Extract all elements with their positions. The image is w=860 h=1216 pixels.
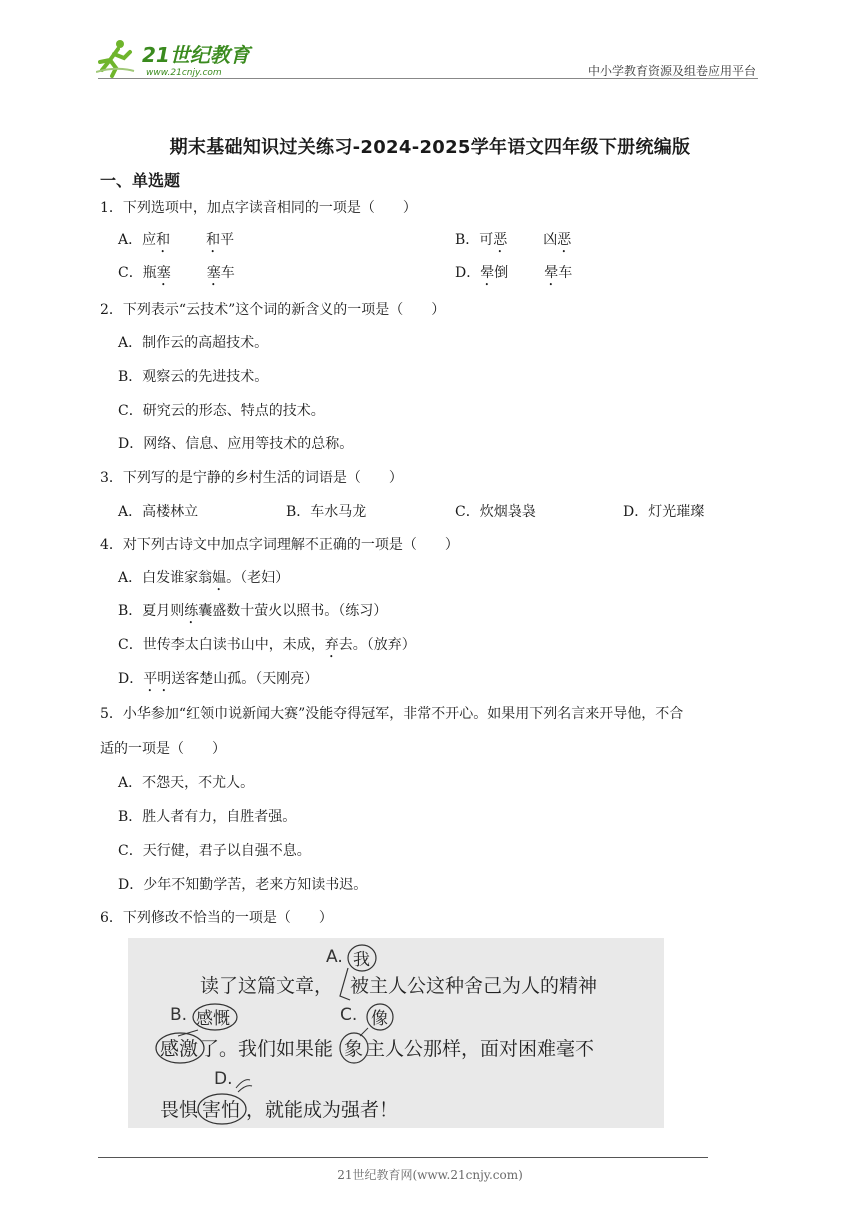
- question-2-stem: 2．下列表示“云技术”这个词的新含义的一项是（ ）: [100, 302, 446, 318]
- dotted-char: 和: [206, 232, 221, 248]
- word-part: 车: [220, 265, 235, 281]
- footer-divider: [98, 1157, 708, 1158]
- question-3-stem: 3．下列写的是宁静的乡村生活的词语是（ ）: [100, 470, 403, 486]
- text-line-3-pre: 畏惧: [160, 1099, 199, 1121]
- text-line-1-pre: 读了这篇文章，: [200, 975, 334, 997]
- text-line-1-post: 被主人公这种舍己为人的精神: [350, 975, 598, 997]
- word-part: 倒: [494, 265, 509, 281]
- text-line-2-circled-2: 象: [344, 1038, 364, 1060]
- option-label: A．: [118, 232, 143, 248]
- text-line-2-mid: 了。我们如果能: [200, 1038, 334, 1060]
- text-line-3-post: ，就能成为强者！: [246, 1099, 399, 1121]
- logo: [96, 38, 266, 78]
- q4-option-c[interactable]: [118, 634, 416, 661]
- dotted-char: 恶: [493, 232, 508, 248]
- header-divider: [98, 78, 758, 79]
- question-5-stem-line1: 5．小华参加“红领巾说新闻大赛”没能夺得冠军，非常不开心。如果用下列名言来开导他，不合: [100, 706, 684, 722]
- footer-text: 21世纪教育网(www.21cnjy.com): [337, 1168, 523, 1182]
- q2-option-a[interactable]: A．制作云的高超技术。: [118, 335, 269, 351]
- q3-option-c[interactable]: C．炊烟袅袅: [455, 504, 536, 520]
- dotted-char: 平明: [143, 671, 172, 687]
- option-text: 囊盛数十萤火以照书。（练习）: [198, 603, 388, 619]
- delete-mark-icon: [236, 1080, 252, 1092]
- dotted-char: 练: [184, 603, 199, 619]
- option-text: B．夏月则: [118, 603, 185, 619]
- correction-image: [128, 938, 664, 1128]
- dotted-char: 塞: [206, 265, 221, 281]
- option-text: 送客楚山孤。（天刚亮）: [171, 671, 319, 687]
- insert-caret: [340, 968, 350, 1000]
- dotted-char: 和: [156, 232, 171, 248]
- dotted-char: 晕: [544, 265, 559, 281]
- q4-option-a[interactable]: [118, 567, 289, 594]
- option-label: D．: [455, 265, 481, 281]
- mark-c-word: 像: [371, 1009, 388, 1029]
- dotted-char: 媪: [212, 570, 227, 586]
- word-part: 车: [558, 265, 573, 281]
- word-part: 瓶: [142, 265, 157, 281]
- option-text: C．世传李太白读书山中，未成，: [118, 637, 325, 653]
- mark-a-word: 我: [353, 950, 370, 970]
- section-heading: 一、单选题: [100, 171, 181, 190]
- word-part: 应: [142, 232, 157, 248]
- question-6-stem: 6．下列修改不恰当的一项是（ ）: [100, 910, 333, 926]
- mark-d-label: D.: [214, 1069, 233, 1089]
- dotted-char: 弃: [324, 637, 339, 653]
- q1-option-a[interactable]: [118, 229, 234, 256]
- logo-url: www.21cnjy.com: [146, 68, 222, 78]
- q4-option-b[interactable]: [118, 600, 387, 627]
- option-label: C．: [118, 265, 143, 281]
- text-line-2-circled-1: 感激: [160, 1038, 199, 1060]
- mark-b-label: B.: [170, 1005, 188, 1025]
- q4-option-d[interactable]: [118, 668, 318, 695]
- text-line-3-circled: 害怕: [202, 1099, 241, 1121]
- q1-option-d[interactable]: [455, 262, 572, 289]
- question-1-stem: 1．下列选项中，加点字读音相同的一项是（ ）: [100, 200, 417, 216]
- dotted-char: 塞: [156, 265, 171, 281]
- dotted-char: 恶: [557, 232, 572, 248]
- mark-b-word: 感慨: [196, 1009, 230, 1029]
- q5-option-b[interactable]: B．胜人者有力，自胜者强。: [118, 809, 297, 825]
- option-text: 。（老妇）: [226, 570, 290, 586]
- q3-option-a[interactable]: A．高楼林立: [118, 504, 199, 520]
- mark-c-label: C.: [340, 1005, 358, 1025]
- option-label: B．: [455, 232, 480, 248]
- word-part: 可: [479, 232, 494, 248]
- option-text: A．白发谁家翁: [118, 570, 213, 586]
- option-text: 去。（放弃）: [338, 637, 416, 653]
- word-part: 平: [220, 232, 235, 248]
- question-4-stem: 4．对下列古诗文中加点字词理解不正确的一项是（ ）: [100, 537, 459, 553]
- question-5-stem-line2: 适的一项是（ ）: [100, 741, 226, 757]
- page-title: 期末基础知识过关练习-2024-2025学年语文四年级下册统编版: [169, 137, 691, 158]
- q5-option-d[interactable]: D．少年不知勤学苦，老来方知读书迟。: [118, 877, 368, 893]
- mark-a-label: A.: [326, 947, 343, 967]
- q1-option-b[interactable]: [455, 229, 571, 256]
- platform-name: 中小学教育资源及组卷应用平台: [587, 64, 756, 78]
- q3-option-d[interactable]: D．灯光璀璨: [623, 504, 705, 520]
- word-part: 凶: [543, 232, 558, 248]
- runner-logo-icon: [96, 38, 266, 78]
- q2-option-b[interactable]: B．观察云的先进技术。: [118, 369, 269, 385]
- dotted-char: 晕: [480, 265, 495, 281]
- q3-option-b[interactable]: B．车水马龙: [286, 504, 367, 520]
- q5-option-c[interactable]: C．天行健，君子以自强不息。: [118, 843, 311, 859]
- q5-option-a[interactable]: A．不怨天，不尤人。: [118, 775, 255, 791]
- text-line-2-post: 主人公那样，面对困难毫不: [366, 1038, 595, 1060]
- q1-option-c[interactable]: [118, 262, 235, 289]
- logo-text: 21世纪教育: [142, 43, 250, 67]
- q2-option-c[interactable]: C．研究云的形态、特点的技术。: [118, 403, 325, 419]
- q2-option-d[interactable]: D．网络、信息、应用等技术的总称。: [118, 436, 354, 452]
- option-text: D．: [118, 671, 144, 687]
